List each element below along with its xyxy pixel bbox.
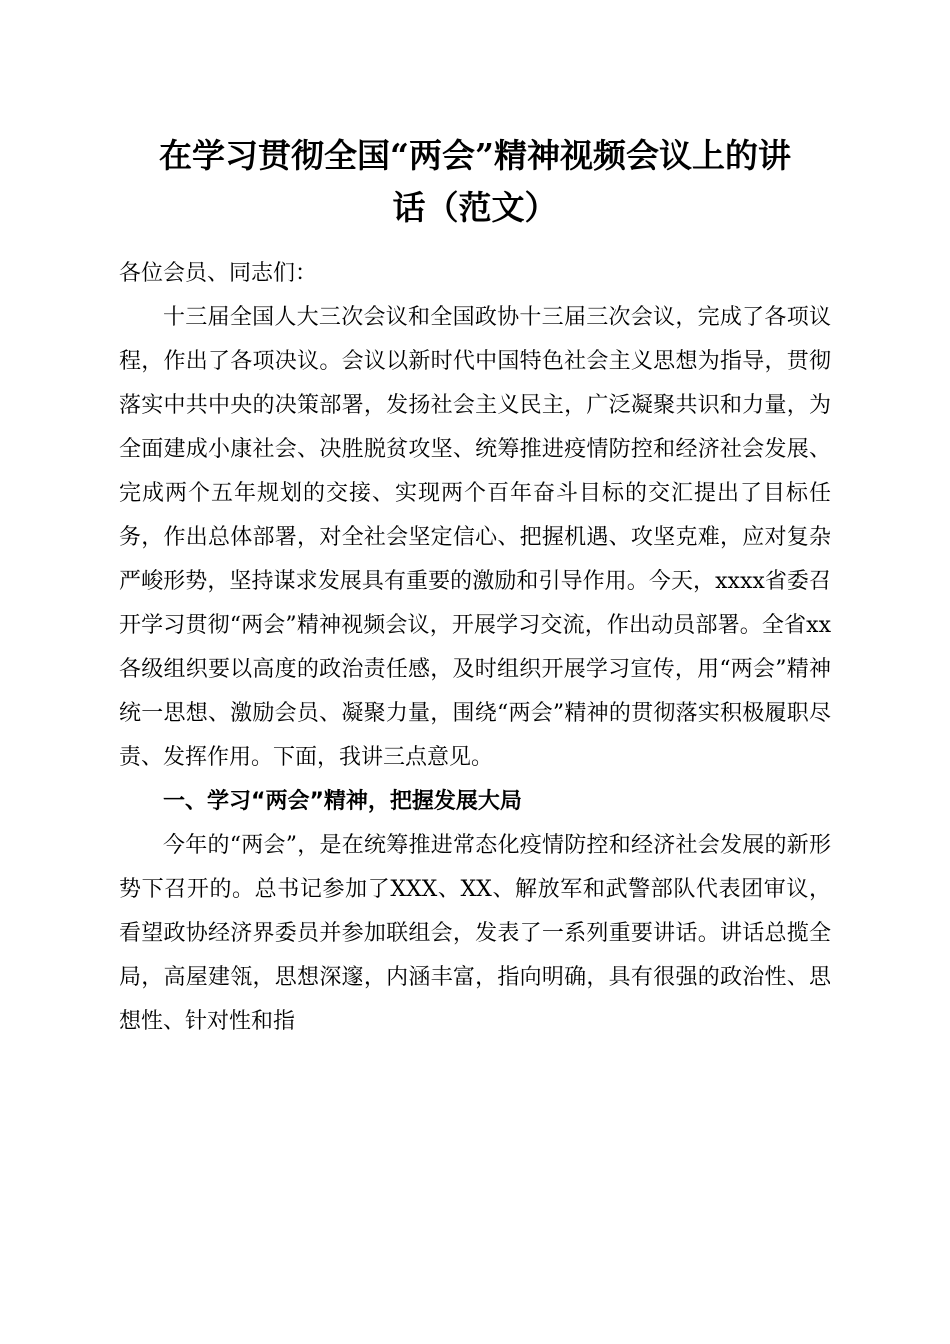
paragraph-section-1: 今年的“两会”，是在统筹推进常态化疫情防控和经济社会发展的新形势下召开的。总书记参加了XXX、XX、解放军和武警部队代表团审议，看望政协经济界委员并参加联组会，发表了一系列重要讲话。讲话总揽全局，高屋建瓴，思想深邃，内涵丰富，指向明确，具有很强的政治性、思想性、针对性和指 bbox=[119, 833, 831, 1034]
document-title bbox=[110, 130, 840, 234]
paragraph-intro: 十三届全国人大三次会议和全国政协十三届三次会议，完成了各项议程，作出了各项决议。会议以新时代中国特色社会主义思想为指导，贯彻落实中共中央的决策部署，发扬社会主义民主，广泛凝聚共识和力量，为全面建成小康社会、决胜脱贫攻坚、统筹推进疫情防控和经济社会发展、完成两个五年规划的交接、实现两个百年奋斗目标的交汇提出了目标任务，作出总体部署，对全社会坚定信心、把握机遇、攻坚克难，应对复杂严峻形势，坚持谋求发展具有重要的激励和引导作用。今天，xxxx省委召开学习贯彻“两会”精神视频会议，开展学习交流，作出动员部署。全省xx各级组织要以高度的政治责任感，及时组织开展学习宣传，用“两会”精神统一思想、激励会员、凝聚力量，围绕“两会”精神的贯彻落实积极履职尽责、发挥作用。下面，我讲三点意见。 bbox=[119, 305, 831, 770]
title-line-1: 在学习贯彻全国“两会”精神视频会议上的讲 bbox=[159, 136, 791, 175]
title-line-2: 话（范文） bbox=[392, 188, 558, 227]
section-heading-1: 一、学习“两会”精神，把握发展大局 bbox=[163, 789, 522, 814]
greeting: 各位会员、同志们： bbox=[119, 261, 318, 286]
document-body bbox=[119, 252, 831, 1044]
